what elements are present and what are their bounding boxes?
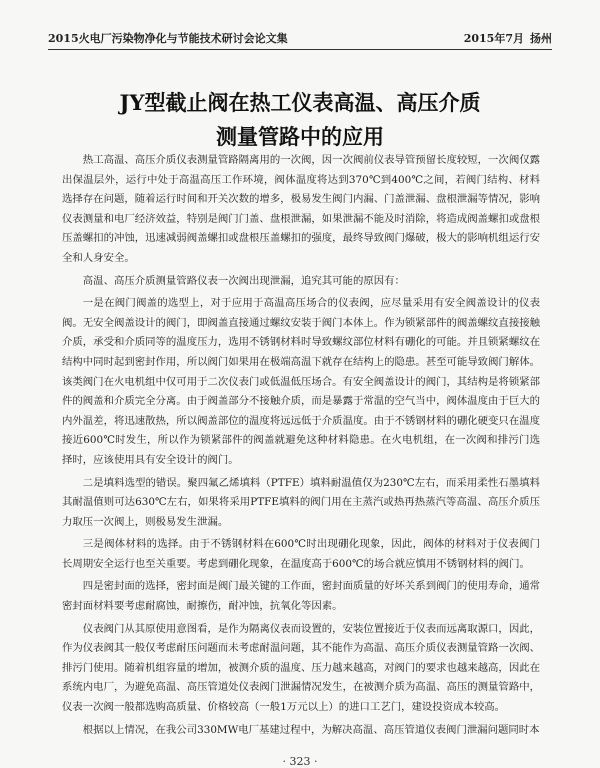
paragraph-intro: 热工高温、高压介质仪表测量管路隔离用的一次阀，因一次阀前仪表导管预留长度较短，一次阀仅露出保温层外，运行中处于高温高压工作环境，阀体温度将达到370℃到400℃之间，若阀门结构、材料选择存在问题，随着运行时间和开关次数的增多，极易发生阀门内漏、门盖泄漏、盘根泄漏等情况，影响仪表测量和电厂经济效益，特别是阀门门盖、盘根泄漏，如果泄漏不能及时消除，将造成阀盖螺扣或盘根压盖螺扣的冲蚀，迅速减弱阀盖螺扣或盘根压盖螺扣的强度，最终导致阀门爆破，极大的影响机组运行安全和人身安全。: [62, 154, 540, 264]
paper-body: [62, 151, 540, 743]
paragraph-cause-body-material: 三是阀体材料的选择。由于不锈钢材料在600℃时出现硼化现象，因此，阀体的材料对于仪表阀门长周期安全运行也至关重要。考虑到硼化现象，在温度高于600℃的场合就应慎用不锈钢材料的阀门。: [62, 538, 540, 570]
paragraph-conclusion-start: 根据以上情况，在我公司330MW电厂基建过程中，为解决高温、高压管道仪表阀门泄漏问题同时本: [82, 723, 540, 736]
header-place: 扬州: [530, 32, 552, 45]
running-header: [48, 30, 552, 46]
header-date-place: [464, 30, 552, 46]
page-number: · 323 ·: [282, 755, 318, 768]
title-line-2: 测量管路中的应用: [216, 124, 384, 149]
paragraph-causes-lead: 高温、高压介质测量管路仪表一次阀出现泄漏，追究其可能的原因有：: [82, 274, 405, 287]
paper-title: [60, 86, 540, 154]
header-date: 2015年7月: [463, 32, 524, 45]
paragraph-valve-purpose: 仪表阀门从其原使用意图看，是作为隔离仪表而设置的，安装位置接近于仪表而远离取源口，因此，作为仪表阀其一般仅考虑耐压问题而未考虑耐温问题，其不能作为高温、高压介质仪表测量管路一次阀、排污门使用。随着机组容量的增加，被测介质的温度、压力越来越高，对阀门的要求也越来越高，因此在系统内电厂，为避免高温、高压管道处仪表阀门泄漏情况发生，在被测介质为高温、高压的测量管路中，仪表一次阀一般都选购高质量、价格较高（一般1万元以上）的进口工艺门，建设投资成本较高。: [62, 622, 540, 714]
paragraph-cause-sealing: 四是密封面的选择，密封面是阀门最关键的工作面，密封面质量的好坏关系到阀门的使用寿命，通常密封面材料要考虑耐腐蚀，耐擦伤，耐冲蚀，抗氧化等因素。: [62, 580, 540, 613]
header-proceedings-title: 2015火电厂污染物净化与节能技术研讨会论文集: [48, 32, 288, 45]
header-rule: [48, 49, 552, 50]
paragraph-cause-packing: 二是填料选型的错误。聚四氟乙烯填料（PTFE）填料耐温值仅为230℃左右，而采用柔性石墨填料其耐温值则可达630℃左右，如果将采用PTFE填料的阀门用在主蒸汽或热再热蒸汽等高温、高压介质压力取压一次阀上，则极易发生泄漏。: [62, 476, 540, 528]
title-line-1: JY型截止阀在热工仪表高温、高压介质: [119, 90, 481, 115]
paragraph-cause-bonnet: 一是在阀门阀盖的选型上，对于应用于高温高压场合的仪表阀，应尽量采用有安全阀盖设计的仪表阀。无安全阀盖设计的阀门，即阀盖直接通过螺纹安装于阀门本体上。作为锁紧部件的阀盖螺纹直接接触介质，承受和介质同等的温度压力，选用不锈钢材料时导致螺纹部位材料有硼化的可能。并且锁紧螺纹在结构中同时起到密封作用，所以阀门如果用在极端高温下就存在结构上的隐患。甚至可能导致阀门解体。该类阀门在火电机组中仅可用于二次仪表门或低温低压场合。有安全阀盖设计的阀门，其结构是将锁紧部件的阀盖和介质完全分离。由于阀盖部分不接触介质，而是暴露于常温的空气当中，阀体温度由于巨大的内外温差，将迅速散热，所以阀盖部位的温度将远远低于介质温度。由于不锈钢材料的硼化硬变只在温度接近600℃时发生，所以作为锁紧部件的阀盖就避免这种材料隐患。在火电机组，在一次阀和排污门选择时，应该使用具有安全设计的阀门。: [62, 297, 540, 466]
